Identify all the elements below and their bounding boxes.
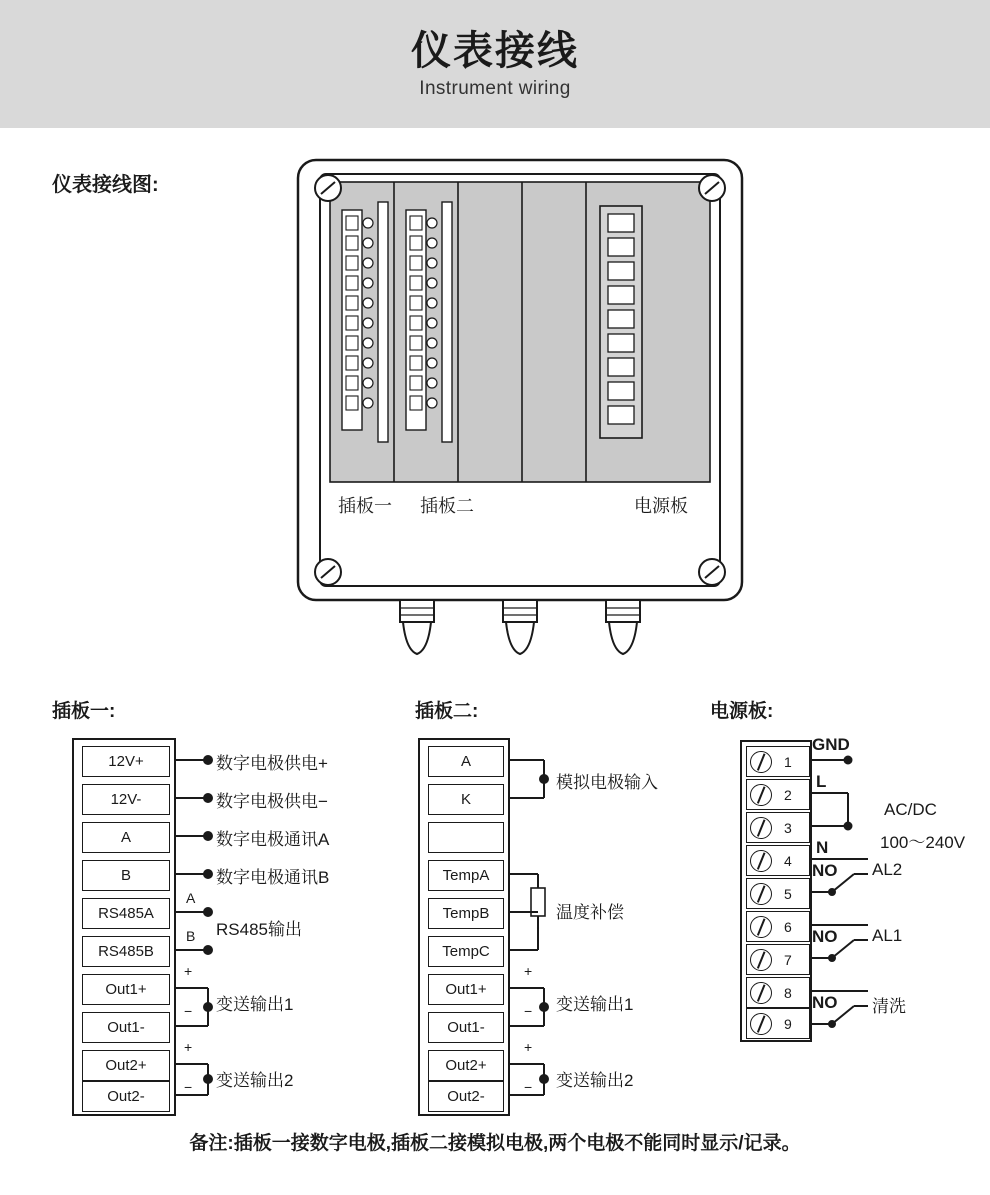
terminal-number: 3 [784,819,792,836]
instrument-enclosure-illustration [290,150,750,665]
page-title: 仪表接线 [411,29,579,73]
screw-icon [750,751,772,773]
screw-icon [750,916,772,938]
terminal-number: 2 [784,786,792,803]
terminal-row: Out1- [82,1012,170,1043]
power-label-supply: AC/DC [884,800,937,819]
board2-label: 变送输出1 [556,995,634,1014]
board2-title: 插板二: [415,701,479,722]
board1-label: 数字电极通讯A [216,830,330,849]
screw-icon [750,982,772,1004]
terminal-row: Out2- [82,1081,170,1112]
power-terminal-block [740,740,812,1042]
terminal-number: 4 [784,852,792,869]
caption-board2: 插板二 [420,496,474,516]
board1-label: 数字电极供电+ [216,754,328,773]
board2-terminal-block [418,738,510,1116]
power-label-no1: NO [812,927,838,946]
terminal-row: RS485B [82,936,170,967]
power-board-title: 电源板: [710,701,774,722]
caption-power-board: 电源板 [634,496,688,516]
board1-mark-plus1: + [184,963,193,979]
screw-icon [750,784,772,806]
board1-label: 变送输出2 [216,1071,294,1090]
board1-title: 插板一: [52,701,116,722]
terminal-row: TempC [428,936,504,967]
power-label-al1: AL1 [872,926,903,945]
board2-mark-plus1: + [524,963,533,979]
board2-wiring-lines [504,738,704,1118]
terminal-row: K [428,784,504,815]
terminal-row [428,822,504,853]
terminal-number: 9 [784,1015,792,1032]
board2-label: 温度补偿 [556,903,624,922]
board1-mark-plus2: + [184,1039,193,1055]
board1-label: 变送输出1 [216,995,294,1014]
terminal-row: Out1+ [428,974,504,1005]
screw-icon [750,949,772,971]
terminal-number: 5 [784,885,792,902]
power-label-gnd: GND [812,735,850,754]
board2-mark-minus2: − [524,1079,533,1095]
board1-label: RS485输出 [216,920,302,939]
board1-mark-b: B [186,928,196,944]
board2-mark-plus2: + [524,1039,533,1055]
power-label-no2: NO [812,861,838,880]
terminal-row: RS485A [82,898,170,929]
terminal-row: TempA [428,860,504,891]
power-label-voltage: 100～240V [880,833,966,852]
terminal-row: 12V- [82,784,170,815]
terminal-row: A [428,746,504,777]
page-header [0,0,990,128]
footer-note: 备注:插板一接数字电极,插板二接模拟电极,两个电极不能同时显示/记录。 [189,1133,801,1154]
board2-mark-minus1: − [524,1003,533,1019]
board1-terminal-block [72,738,176,1116]
terminal-row: B [82,860,170,891]
screw-icon [750,1013,772,1035]
terminal-number: 7 [784,951,792,968]
terminal-row: Out2+ [82,1050,170,1081]
board1-label: 数字电极供电− [216,792,328,811]
page-subtitle: Instrument wiring [419,78,571,99]
screw-icon [750,883,772,905]
screw-icon [750,817,772,839]
terminal-row: Out2+ [428,1050,504,1081]
power-label-wash: 清洗 [872,997,906,1016]
terminal-row: Out2- [428,1081,504,1112]
board1-mark-minus2: − [184,1079,193,1095]
terminal-row: Out1- [428,1012,504,1043]
board1-mark-a: A [186,890,196,906]
terminal-row: A [82,822,170,853]
board1-label: 数字电极通讯B [216,868,330,887]
terminal-row: Out1+ [82,974,170,1005]
power-label-al2: AL2 [872,860,903,879]
terminal-row: 12V+ [82,746,170,777]
power-label-n: N [816,838,829,857]
terminal-number: 8 [784,984,792,1001]
screw-icon [750,850,772,872]
board2-label: 模拟电极输入 [556,773,658,792]
caption-board1: 插板一 [338,496,392,516]
power-label-l: L [816,772,827,791]
terminal-row: TempB [428,898,504,929]
diagram-section-label: 仪表接线图: [52,174,159,196]
board2-label: 变送输出2 [556,1071,634,1090]
board1-mark-minus1: − [184,1003,193,1019]
terminal-number: 1 [784,753,792,770]
terminal-number: 6 [784,918,792,935]
power-label-no0: NO [812,993,838,1012]
